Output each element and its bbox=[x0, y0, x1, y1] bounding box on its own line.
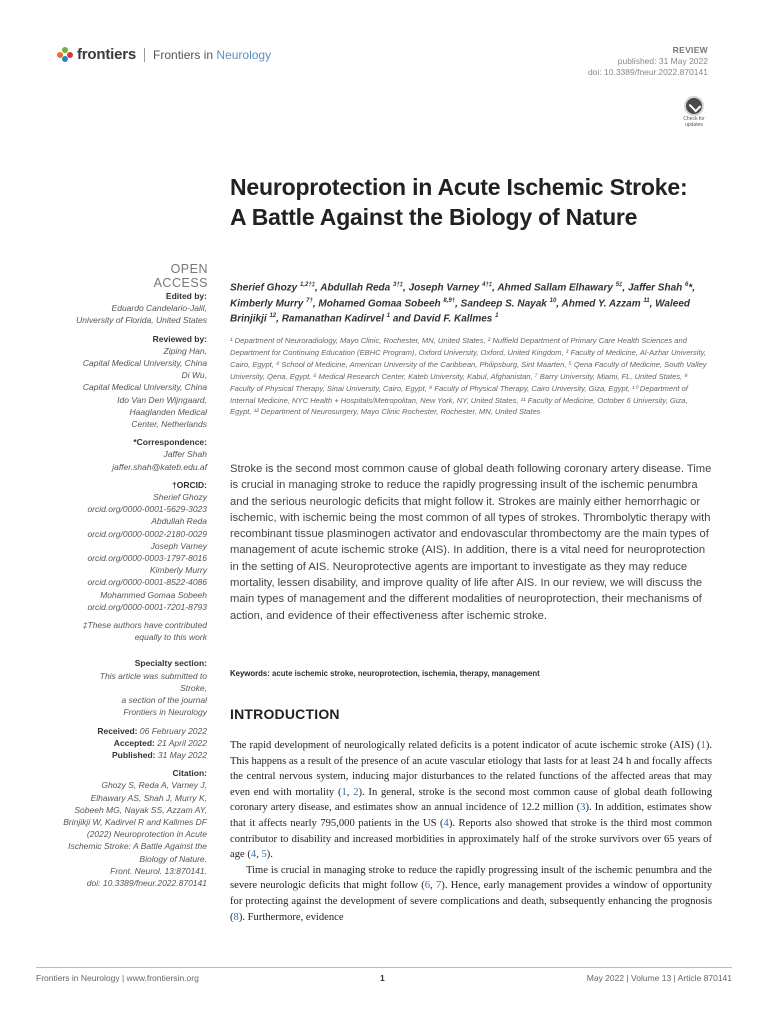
keywords bbox=[230, 669, 710, 678]
accepted-label: Accepted: bbox=[113, 737, 155, 748]
equal-contribution-note: equally to this work bbox=[134, 632, 207, 643]
logo-divider bbox=[144, 48, 145, 62]
orcid-author: Mohammed Gomaa Sobeeh bbox=[100, 589, 207, 600]
article-title: Neuroprotection in Acute Ischemic Stroke: A Battle Against the Biology of Nature bbox=[230, 174, 688, 230]
accepted-value: 21 April 2022 bbox=[157, 737, 207, 748]
paragraph: The rapid development of neurologically related deficits is a potent indicator of acute ischemic stroke (AIS) (1). This happens as a result of the presence of an acute vascular etiology that lasts for at least 24 h and focally affects the central nervous system, inducing major disturbances to the related functions of the affected areas that may even end with mortality (1, 2). In general, stroke is the second most common cause of global death following coronary artery disease, and estimates show an annual incidence of 12.2 million (3). In addition, estimates show that it affects nearly 795,000 patients in the US (4). Reports also showed that stroke is the third most common contributor to disability and increased morbidities in approximately half of the stroke survivors over 65 years of age (4, 5). bbox=[230, 740, 713, 861]
citation-line: Sobeeh MG, Nayak SS, Azzam AY, bbox=[74, 804, 207, 815]
published-date: published: 31 May 2022 bbox=[617, 56, 708, 66]
body-text bbox=[230, 738, 712, 925]
frontiers-logo-icon bbox=[57, 47, 73, 63]
footer-divider bbox=[36, 967, 732, 968]
orcid-link[interactable]: orcid.org/0000-0003-1797-8016 bbox=[87, 553, 207, 564]
received-value: 06 February 2022 bbox=[139, 725, 207, 736]
orcid-author: Kimberly Murry bbox=[149, 565, 207, 576]
open-access-label: OPEN ACCESS bbox=[153, 262, 208, 290]
footer-issue: May 2022 | Volume 13 | Article 870141 bbox=[586, 973, 732, 983]
edited-by-label: Edited by: bbox=[165, 291, 207, 301]
frontiers-logo[interactable] bbox=[57, 46, 271, 63]
author-list: Sherief Ghozy $^{1,2\dagger\ddagger}$, Abdullah Reda $^{3\dagger\ddagger}$, Joseph Varney $^{4\dagger\ddagger}$, Ahmed Sallam Elhawary $^{5\ddagger}$, Jaffer Shah $^6$*, Kimberly Murry $^{7\dagger}$, Mohamed Gomaa Sobeeh $^{8,9\dagger}$, Sandeep S. Nayak $^{10}$, Ahmed Y. Azzam $^{11}$, Waleed Brinjikji $^{12}$, Ramanathan Kadirvel $^1$ and David F. Kallmes $^1$ bbox=[230, 282, 696, 325]
journal-accent: Neurology bbox=[216, 47, 272, 62]
check-updates-icon bbox=[684, 96, 704, 116]
paragraph: Time is crucial in managing stroke to reduce the rapidly progressing insult of the ischemic penumbra and the severe neurologic deficits that might follow (6, 7). Hence, early management provides a window of opportunity for protecting against the development of severe complications and death, subsequently enhancing the prognosis (8). Furthermore, evidence bbox=[230, 864, 712, 923]
page-number: 1 bbox=[380, 973, 385, 983]
specialty-line: a section of the journal bbox=[121, 695, 207, 706]
reviewer-line: Ido Van Den Wijngaard, bbox=[117, 394, 207, 405]
orcid-link[interactable]: orcid.org/0000-0001-5629-3023 bbox=[87, 504, 207, 515]
reviewer-line: Center, Netherlands bbox=[131, 419, 207, 430]
reviewer-line: Capital Medical University, China bbox=[82, 382, 207, 393]
editor-line: University of Florida, United States bbox=[76, 315, 207, 326]
specialty-line: Stroke, bbox=[180, 682, 207, 693]
accepted-date bbox=[60, 737, 207, 749]
orcid-author: Joseph Varney bbox=[150, 540, 207, 551]
journal-name[interactable] bbox=[153, 48, 271, 62]
keywords-label: Keywords: bbox=[230, 669, 270, 678]
article-info-sidebar bbox=[60, 290, 207, 889]
specialty-label: Specialty section: bbox=[134, 658, 207, 669]
citation-line: (2022) Neuroprotection in Acute bbox=[86, 829, 207, 840]
orcid-label: †ORCID: bbox=[172, 479, 207, 490]
article-meta bbox=[588, 45, 708, 78]
reviewer-line: Capital Medical University, China bbox=[82, 358, 207, 369]
orcid-link[interactable]: orcid.org/0000-0001-8522-4086 bbox=[87, 577, 207, 588]
editor-line: Eduardo Candelario-Jalil, bbox=[111, 303, 207, 314]
specialty-line: Frontiers in Neurology bbox=[123, 707, 207, 718]
reviewed-by-label: Reviewed by: bbox=[152, 333, 207, 344]
published-label: Published: bbox=[112, 749, 156, 760]
reviewer-line: Haaglanden Medical bbox=[129, 406, 207, 417]
brand-name: frontiers bbox=[77, 46, 137, 63]
footer-journal[interactable]: Frontiers in Neurology | www.frontiersin.org bbox=[36, 973, 199, 983]
check-updates-badge[interactable] bbox=[677, 96, 711, 132]
orcid-link[interactable]: orcid.org/0000-0001-7201-8793 bbox=[87, 601, 207, 612]
citation-doi[interactable]: doi: 10.3389/fneur.2022.870141 bbox=[86, 877, 207, 888]
affiliations: ¹ Department of Neuroradiology, Mayo Clinic, Rochester, MN, United States, ² Nuffield Department of Primary Care Health Sciences and Department for Continuing Education (EBHC Program), Oxford University, Oxford, United Kingdom, ³ Faculty of Medicine, Al-Azhar University, Cairo, Egypt, ⁴ School of Medicine, American University of the Caribbean, Philipsburg, Sint Maarten, ⁵ Qena Faculty of Medicine, South Valley University, Qena, Egypt, ⁶ Medical Research Center, Kateb University, Kabul, Afghanistan, ⁷ Barry University, Miami, FL, United States, ⁸ Faculty of Physical Therapy, Sinai University, Cairo, Egypt, ⁹ Faculty of Physical Therapy, Cairo University, Giza, Egypt, ¹⁰ Department of Internal Medicine, NYC Health + Hospitals/Metropolitan, New York, NY, United States, ¹¹ Faculty of Medicine, October 6 University, Giza, Egypt, ¹² Department of Neurosurgery, Mayo Clinic Rochester, Rochester, MN, United States bbox=[230, 336, 707, 417]
orcid-author: Sherief Ghozy bbox=[153, 492, 207, 503]
citation-line: Elhawary AS, Shah J, Murry K, bbox=[90, 792, 207, 803]
reviewer-line: Ziping Han, bbox=[163, 345, 207, 356]
section-heading-introduction: INTRODUCTION bbox=[230, 706, 340, 722]
orcid-author: Abdullah Reda bbox=[151, 516, 207, 527]
article-type: REVIEW bbox=[672, 45, 708, 55]
reviewer-line: Di Wu, bbox=[181, 370, 207, 381]
check-updates-label: Check for updates bbox=[683, 116, 705, 128]
citation-line: Biology of Nature. bbox=[139, 853, 207, 864]
published-value: 31 May 2022 bbox=[157, 749, 207, 760]
correspondence-email[interactable]: jaffer.shah@kateb.edu.af bbox=[112, 461, 207, 472]
received-date bbox=[60, 725, 207, 737]
correspondence-label: *Correspondence: bbox=[133, 437, 207, 448]
equal-contribution-note: ‡These authors have contributed bbox=[82, 620, 207, 631]
published-date-sidebar bbox=[60, 749, 207, 761]
citation-line: Ghozy S, Reda A, Varney J, bbox=[101, 780, 207, 791]
received-label: Received: bbox=[97, 725, 138, 736]
citation-line: Front. Neurol. 13:870141. bbox=[110, 865, 207, 876]
citation-line: Brinjikji W, Kadirvel R and Kallmes DF bbox=[63, 816, 207, 827]
citation-line: Ischemic Stroke: A Battle Against the bbox=[68, 841, 207, 852]
orcid-link[interactable]: orcid.org/0000-0002-2180-0029 bbox=[87, 528, 207, 539]
correspondence-name: Jaffer Shah bbox=[163, 449, 207, 460]
journal-prefix: Frontiers in bbox=[153, 47, 217, 62]
citation-label: Citation: bbox=[172, 768, 207, 779]
keywords-list: acute ischemic stroke, neuroprotection, ischemia, therapy, management bbox=[272, 669, 540, 678]
specialty-line: This article was submitted to bbox=[99, 670, 207, 681]
abstract: Stroke is the second most common cause of global death following coronary artery disease. Time is crucial in managing stroke to reduce the rapidly progressing insult of the ischemic penumbra and the serious neurologic deficits that might follow it. Strokes are mainly either hemorrhagic or ischemic, with ischemic being the most common of all types of strokes. Thrombolytic therapy with recombinant tissue plasminogen activator and endovascular thrombectomy are the main types of management of acute ischemic stroke (AIS). In addition, there is a vital need for neuroprotection in the setting of AIS. Neuroprotective agents are important to investigate as they may reduce mortality, lessen disability, and improve quality of life after AIS. In our review, we will discuss the main types of management and the different modalities of neuroprotection, their mechanisms of action, and evidence of their effectiveness after ischemic stroke. bbox=[230, 463, 712, 622]
article-doi[interactable]: doi: 10.3389/fneur.2022.870141 bbox=[587, 67, 708, 77]
